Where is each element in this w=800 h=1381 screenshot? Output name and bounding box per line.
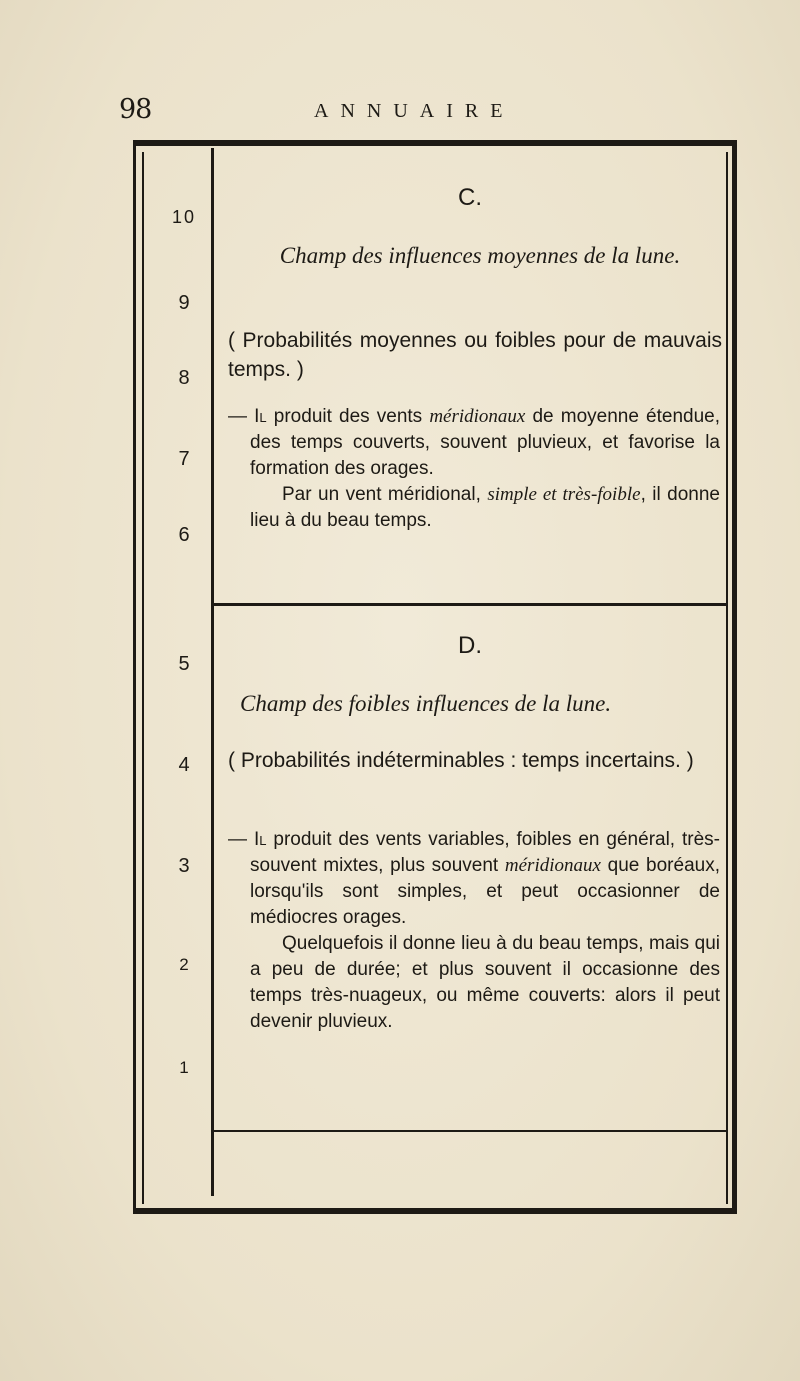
running-title: ANNUAIRE [314,100,515,122]
section-title: Champ des foibles influences de la lune. [240,691,612,716]
section-letter: D. [458,632,482,659]
day-number: 10 [171,207,197,227]
column-divider [211,148,214,1196]
section-title: Champ des influences moyennes de la lune. [279,243,681,268]
day-number: 4 [178,754,190,776]
table-inner-left-rule [142,152,144,1204]
paragraph: — Il produit des vents méridionaux de moyenne étendue, des temps couverts, souvent pluvieux, et favorise la formation des orages. [228,406,720,479]
paragraph: Par un vent méridional, simple et très-foible, il donne lieu à du beau temps. [250,484,720,531]
day-number: 9 [178,292,190,314]
page-number: 98 [119,94,152,125]
day-number: 8 [178,367,190,389]
day-number: 2 [179,955,189,974]
table-inner-right-rule [726,152,728,1204]
day-number: 1 [179,1058,189,1077]
section-subtitle: ( Probabilités moyennes ou foibles pour de mauvais temps. ) [228,329,722,381]
day-number: 6 [178,524,190,546]
section-letter: C. [458,184,482,211]
section-divider-bottom [214,1130,726,1132]
day-number: 5 [178,653,190,675]
section-body [228,827,721,1035]
day-number: 7 [178,448,190,470]
section-body [228,404,720,534]
day-number: 3 [178,855,190,877]
paragraph: — Il produit des vents variables, foibles en général, très-souvent mixtes, plus souvent méridionaux que boréaux, lorsqu'ils sont simples, et peut occasionner de médiocres orages. [228,829,721,928]
table-frame [133,140,737,1214]
paragraph: Quelquefois il donne lieu à du beau temps, mais qui a peu de durée; et plus souvent il occasionne des temps très-nuageux, ou même couverts: alors il peut devenir pluvieux. [250,933,720,1032]
section-subtitle: ( Probabilités indéterminables : temps incertains. ) [228,749,694,772]
section-divider [214,603,726,606]
